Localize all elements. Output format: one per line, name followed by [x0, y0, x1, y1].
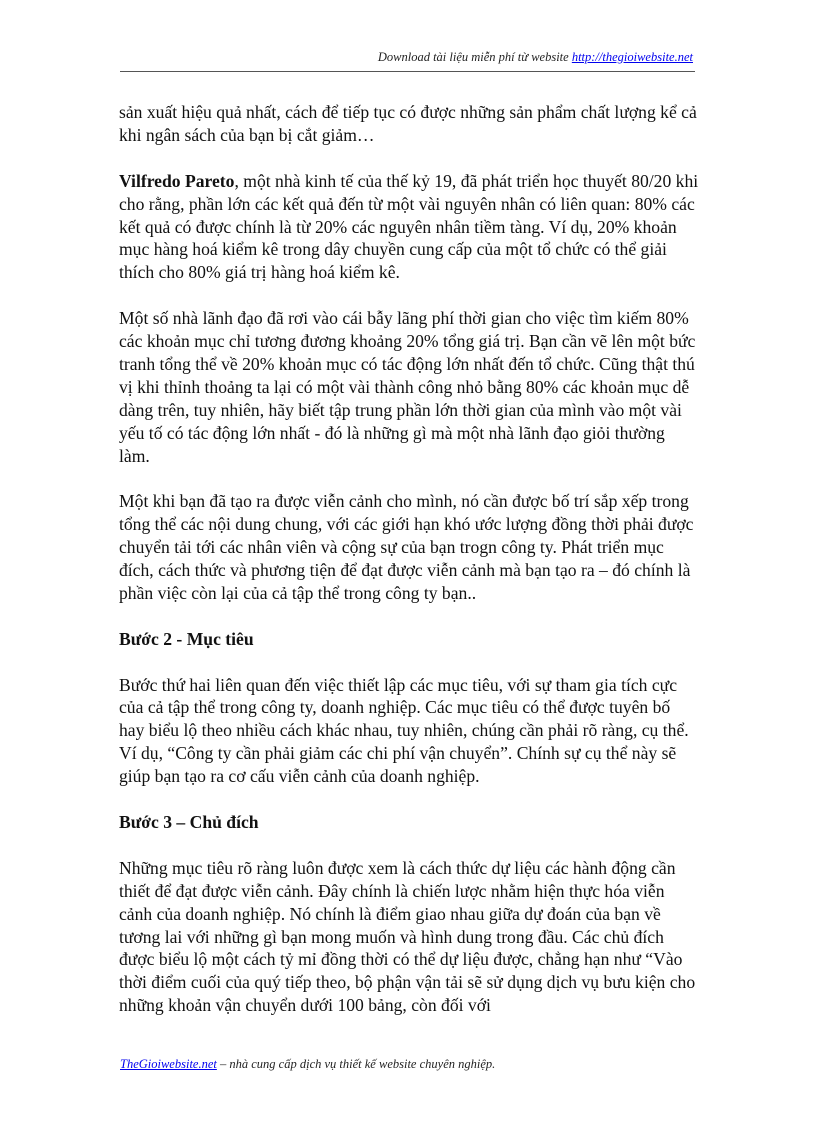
paragraph-leaders: Một số nhà lãnh đạo đã rơi vào cái bẫy lãng phí thời gian cho việc tìm kiếm 80% các khoản mục chỉ tương đương khoảng 20% tổng giá trị. Bạn cần vẽ lên một bức tranh tổng thể về 20% khoản mục có tác động lớn nhất đến tổ chức. Cũng thật thú vị khi thỉnh thoảng ta lại có một vài thành công nhỏ bằng 80% các khoản mục dễ dàng trên, tuy nhiên, hãy biết tập trung phần lớn thời gian của mình vào một vài yếu tố có tác động lớn nhất - đó là những gì mà một nhà lãnh đạo giỏi thường làm. [119, 308, 696, 466]
pareto-name: Vilfredo Pareto [119, 170, 235, 191]
paragraph-goals: Bước thứ hai liên quan đến việc thiết lập các mục tiêu, với sự tham gia tích cực của cả tập thể trong công ty, doanh nghiệp. Các mục tiêu có thể được tuyên bố hay biểu lộ theo nhiều cách khác nhau, tuy nhiên, chúng cần phải rõ ràng, cụ thể. Ví dụ, “Công ty cần phải giảm các chi phí vận chuyển”. Chính sự cụ thể này sẽ giúp bạn tạo ra cơ cấu viễn cảnh của doanh nghiệp. [119, 674, 689, 787]
header-text: Download tài liệu miễn phí từ website [377, 50, 572, 64]
header-divider [120, 71, 695, 72]
page-footer [120, 1057, 495, 1072]
heading-step-3: Bước 3 – Chủ đích [119, 812, 259, 832]
footer-text: – nhà cung cấp dịch vụ thiết kế website chuyên nghiệp. [216, 1057, 496, 1071]
footer-link[interactable]: TheGioiwebsite.net [120, 1057, 217, 1071]
page-header [378, 50, 693, 65]
paragraph-pareto [119, 170, 699, 285]
paragraph-vision: Một khi bạn đã tạo ra được viễn cảnh cho mình, nó cần được bố trí sắp xếp trong tổng thể các nội dung chung, với các giới hạn khó ước lượng đồng thời phải được chuyển tải tới các nhân viên và cộng sự của bạn trogn công ty. Phát triển mục đích, cách thức và phương tiện để đạt được viễn cảnh mà bạn tạo ra – đó chính là phần việc còn lại của cả tập thể trong công ty bạn.. [119, 491, 694, 603]
document-body [119, 101, 699, 1040]
header-link[interactable]: http://thegioiwebsite.net [571, 50, 693, 64]
paragraph-intro: sản xuất hiệu quả nhất, cách để tiếp tục có được những sản phẩm chất lượng kể cả khi ngân sách của bạn bị cắt giảm… [119, 102, 697, 145]
heading-step-2: Bước 2 - Mục tiêu [119, 628, 254, 649]
pareto-text: , một nhà kinh tế của thế kỷ 19, đã phát triển học thuyết 80/20 khi cho rằng, phần lớn các kết quả đến từ một vài nguyên nhân có liên quan: 80% các kết quả có được chính là từ 20% các nguyên nhân tiềm tàng. Ví dụ, 20% khoản mục hàng hoá kiểm kê trong dây chuyền cung cấp của một tổ chức có thể giải thích cho 80% giá trị hàng hoá kiểm kê. [119, 170, 699, 283]
paragraph-objectives: Những mục tiêu rõ ràng luôn được xem là cách thức dự liệu các hành động cần thiết để đạt được viễn cảnh. Đây chính là chiến lược nhằm hiện thực hóa viễn cảnh của doanh nghiệp. Nó chính là điểm giao nhau giữa dự đoán của bạn về tương lai với những gì bạn mong muốn và hình dung trong đầu. Các chủ đích được biểu lộ một cách tỷ mỉ đồng thời có thể dự liệu được, chẳng hạn như “Vào thời điểm cuối của quý tiếp theo, bộ phận vận tải sẽ sử dụng dịch vụ bưu kiện cho những khoản vận chuyển dưới 100 bảng, còn đối với [119, 857, 696, 1016]
